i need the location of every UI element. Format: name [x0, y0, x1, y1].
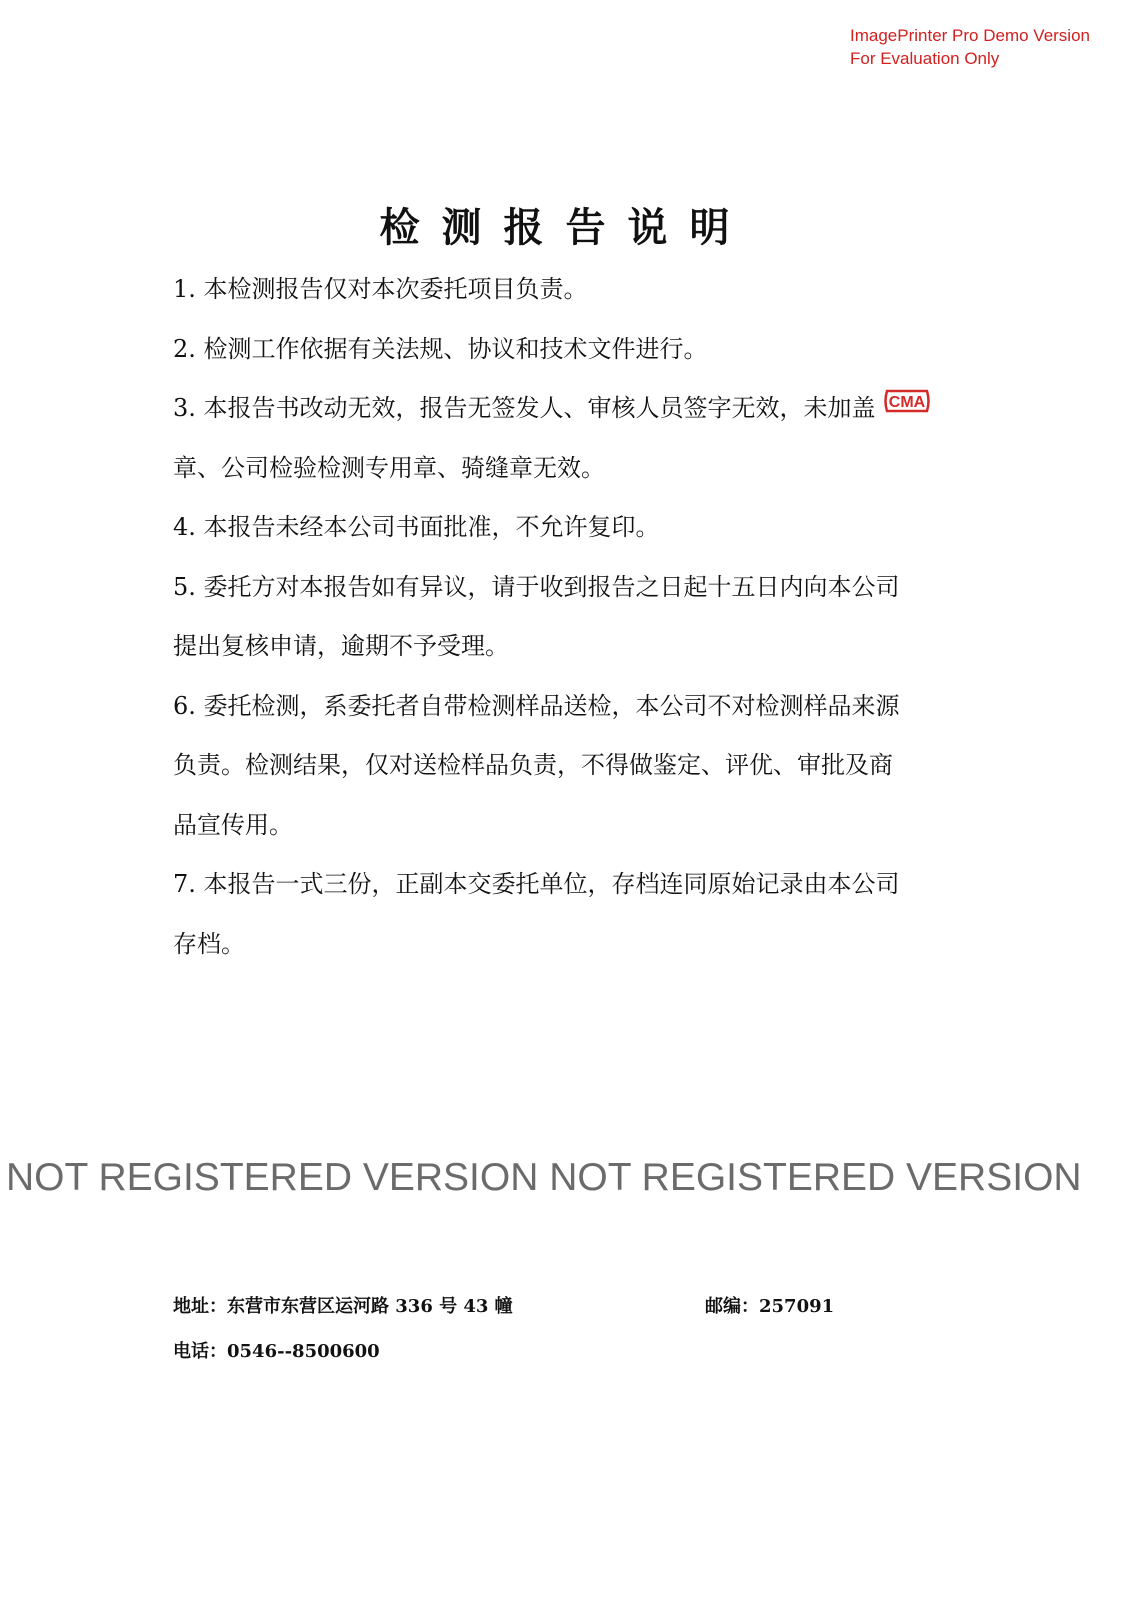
note-7-cont: 存档。: [173, 929, 245, 958]
watermark-line-1: ImagePrinter Pro Demo Version: [850, 26, 1090, 45]
note-4: 4. 本报告未经本公司书面批准，不允许复印。: [173, 513, 660, 541]
footer-phone: 电话：0546--8500600: [173, 1341, 380, 1362]
note-6-cont-1: 负责。检测结果，仅对送检样品负责，不得做鉴定、评优、审批及商: [173, 751, 893, 779]
note-2: 2. 检测工作依据有关法规、协议和技术文件进行。: [173, 334, 708, 363]
cma-seal-text: CMA: [888, 393, 925, 411]
demo-watermark: [850, 24, 1090, 70]
report-notes: [173, 260, 963, 974]
note-5: 5. 委托方对本报告如有异议，请于收到报告之日起十五日内向本公司: [173, 572, 900, 601]
unregistered-banner: NOT REGISTERED VERSION NOT REGISTERED VERSION: [6, 1156, 1082, 1199]
note-3-cont: 章、公司检验检测专用章、骑缝章无效。: [173, 453, 605, 482]
note-3: [173, 379, 963, 439]
note-1: 1. 本检测报告仅对本次委托项目负责。: [173, 275, 588, 303]
footer-address: 地址：东营市东营区运河路 336 号 43 幢: [173, 1296, 513, 1317]
footer-postcode: 邮编：257091: [705, 1296, 835, 1317]
report-title: 检测报告说明: [379, 204, 752, 251]
note-5-cont: 提出复核申请，逾期不予受理。: [173, 632, 509, 660]
watermark-line-2: For Evaluation Only: [850, 49, 1000, 68]
note-7: 7. 本报告一式三份，正副本交委托单位，存档连同原始记录由本公司: [173, 870, 900, 898]
note-3-text: 3. 本报告书改动无效，报告无签发人、审核人员签字无效，未加盖: [173, 394, 876, 422]
cma-seal-icon: [882, 377, 932, 437]
note-6: 6. 委托检测，系委托者自带检测样品送检，本公司不对检测样品来源: [173, 691, 900, 720]
note-6-cont-2: 品宣传用。: [173, 810, 293, 839]
